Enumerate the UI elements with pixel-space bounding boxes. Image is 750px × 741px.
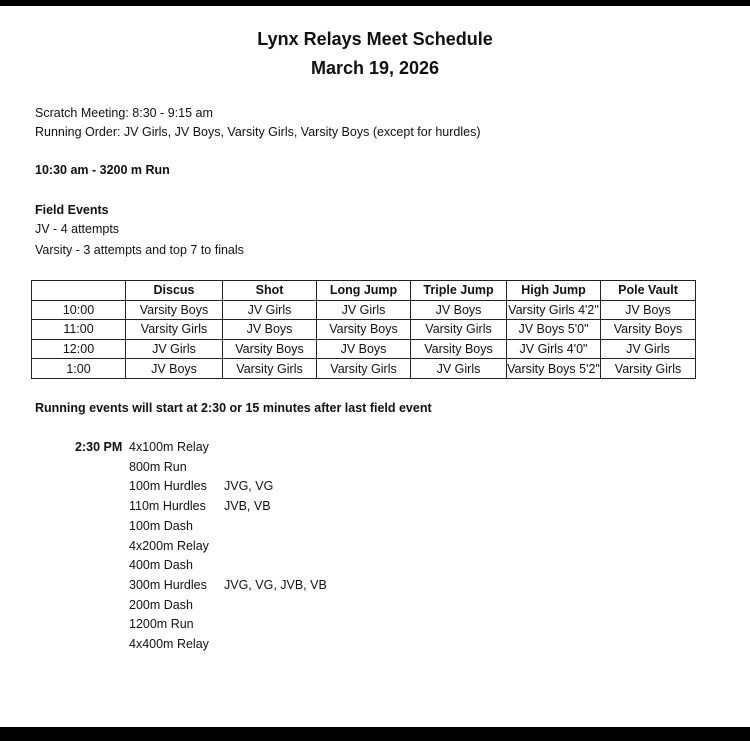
table-cell: Varsity Boys: [411, 339, 507, 359]
table-cell: Varsity Boys: [126, 300, 223, 320]
scratch-meeting: Scratch Meeting: 8:30 - 9:15 am: [35, 106, 213, 120]
running-event: 100m Hurdles: [129, 479, 207, 494]
table-header: High Jump: [507, 281, 601, 301]
running-event: 110m Hurdles: [129, 499, 206, 514]
running-start-time: 2:30 PM: [75, 440, 123, 454]
table-cell: Varsity Boys 5'2": [507, 359, 601, 379]
time-cell: 12:00: [32, 339, 126, 359]
page-title: Lynx Relays Meet Schedule: [257, 29, 493, 49]
field-events-table: [31, 280, 696, 379]
time-cell: 10:00: [32, 300, 126, 320]
table-cell: JV Boys: [223, 320, 317, 340]
table-cell: JV Girls: [601, 339, 696, 359]
table-cell: Varsity Boys: [601, 320, 696, 340]
table-cell: Varsity Girls: [411, 320, 507, 340]
running-event-groups: JVG, VG: [224, 479, 274, 494]
table-cell: Varsity Girls: [223, 359, 317, 379]
time-cell: 11:00: [32, 320, 126, 340]
running-event-groups: JVG, VG, JVB, VB: [224, 577, 327, 592]
table-cell: Varsity Girls: [317, 359, 411, 379]
top-border: [0, 0, 750, 6]
table-cell: JV Boys: [411, 300, 507, 320]
table-cell: Varsity Boys: [223, 339, 317, 359]
table-header-row: [32, 281, 696, 301]
running-event: 800m Run: [129, 459, 187, 474]
running-event: 200m Dash: [129, 597, 193, 612]
jv-attempts: JV - 4 attempts: [35, 222, 120, 236]
table-cell: Varsity Girls 4'2": [507, 300, 601, 320]
table-cell: JV Boys: [601, 300, 696, 320]
varsity-attempts: Varsity - 3 attempts and top 7 to finals: [35, 243, 244, 257]
table-cell: JV Girls: [411, 359, 507, 379]
run-3200: 10:30 am - 3200 m Run: [35, 163, 170, 177]
running-event: 100m Dash: [129, 518, 193, 533]
table-header: Pole Vault: [601, 281, 696, 301]
table-cell: Varsity Girls: [126, 320, 223, 340]
table-cell: JV Girls 4'0": [507, 339, 601, 359]
running-event: 4x400m Relay: [129, 637, 209, 651]
running-event: 400m Dash: [129, 558, 193, 573]
field-events-heading: Field Events: [35, 203, 109, 217]
table-cell: JV Boys: [317, 339, 411, 359]
table-cell: Varsity Boys: [317, 320, 411, 340]
page-date: March 19, 2026: [310, 58, 440, 78]
table-cell: JV Girls: [317, 300, 411, 320]
running-event: 1200m Run: [129, 617, 194, 632]
table-row: [32, 359, 696, 379]
table-row: [32, 300, 696, 320]
running-event: 4x200m Relay: [129, 538, 209, 553]
table-header: Triple Jump: [411, 281, 507, 301]
table-header: Long Jump: [317, 281, 411, 301]
bottom-border: [0, 727, 750, 741]
table-cell: JV Girls: [126, 339, 223, 359]
running-events-note: Running events will start at 2:30 or 15 minutes after last field event: [35, 401, 432, 415]
time-cell: 1:00: [32, 359, 126, 379]
table-cell: Varsity Girls: [601, 359, 696, 379]
table-cell: JV Girls: [223, 300, 317, 320]
table-header: [32, 281, 126, 301]
table-header: Shot: [223, 281, 317, 301]
table-header: Discus: [126, 281, 223, 301]
running-event-groups: JVB, VB: [224, 499, 271, 514]
running-event: 4x100m Relay: [129, 440, 209, 454]
table-row: [32, 320, 696, 340]
running-event: 300m Hurdles: [129, 577, 207, 592]
table-cell: JV Boys 5'0": [507, 320, 601, 340]
table-row: [32, 339, 696, 359]
table-cell: JV Boys: [126, 359, 223, 379]
running-order: Running Order: JV Girls, JV Boys, Varsity Girls, Varsity Boys (except for hurdles): [35, 125, 481, 139]
